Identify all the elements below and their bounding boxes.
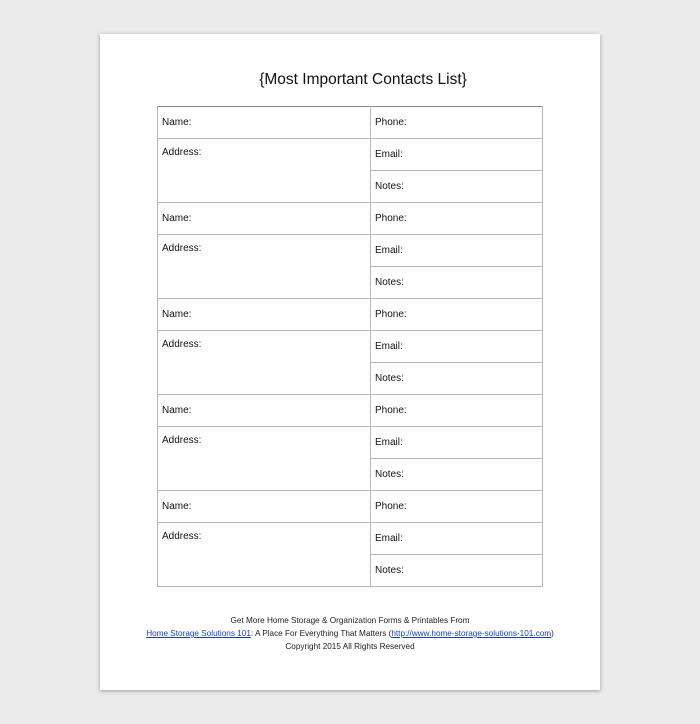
phone-label: Phone: (375, 213, 407, 224)
name-field[interactable] (158, 299, 371, 331)
site-url-link[interactable]: http://www.home-storage-solutions-101.com (391, 629, 552, 638)
name-label: Name: (162, 213, 192, 224)
name-field[interactable] (158, 491, 371, 523)
name-label: Name: (162, 117, 192, 128)
notes-field[interactable] (371, 267, 543, 299)
phone-label: Phone: (375, 309, 407, 320)
contact-row-2-name (158, 203, 543, 235)
phone-label: Phone: (375, 501, 407, 512)
email-label: Email: (375, 341, 403, 352)
address-label: Address: (162, 435, 202, 446)
email-label: Email: (375, 149, 403, 160)
phone-field[interactable] (371, 299, 543, 331)
phone-field[interactable] (371, 107, 543, 139)
address-field[interactable] (158, 235, 371, 299)
notes-label: Notes: (375, 277, 404, 288)
contact-row-5-address (158, 523, 543, 555)
email-label: Email: (375, 437, 403, 448)
email-field[interactable] (371, 235, 543, 267)
address-label: Address: (162, 147, 202, 158)
name-field[interactable] (158, 395, 371, 427)
email-field[interactable] (371, 523, 543, 555)
tagline-text: : A Place For Everything That Matters ( (250, 629, 392, 638)
tagline-close: ) (551, 629, 554, 638)
address-label: Address: (162, 531, 202, 542)
email-field[interactable] (371, 139, 543, 171)
phone-field[interactable] (371, 203, 543, 235)
phone-label: Phone: (375, 405, 407, 416)
email-field[interactable] (371, 427, 543, 459)
name-label: Name: (162, 405, 192, 416)
email-label: Email: (375, 245, 403, 256)
phone-field[interactable] (371, 491, 543, 523)
footer-line-2 (100, 627, 600, 640)
page-footer (100, 614, 600, 653)
address-field[interactable] (158, 427, 371, 491)
email-field[interactable] (371, 331, 543, 363)
notes-field[interactable] (371, 459, 543, 491)
notes-field[interactable] (371, 555, 543, 587)
contact-row-4-address (158, 427, 543, 459)
contacts-table (157, 106, 543, 587)
phone-label: Phone: (375, 117, 407, 128)
contact-row-3-address (158, 331, 543, 363)
notes-label: Notes: (375, 469, 404, 480)
phone-field[interactable] (371, 395, 543, 427)
name-label: Name: (162, 501, 192, 512)
name-field[interactable] (158, 203, 371, 235)
notes-label: Notes: (375, 373, 404, 384)
address-field[interactable] (158, 139, 371, 203)
address-label: Address: (162, 243, 202, 254)
contact-row-1-name (158, 107, 543, 139)
address-field[interactable] (158, 331, 371, 395)
contact-row-3-name (158, 299, 543, 331)
contact-row-1-address (158, 139, 543, 171)
notes-label: Notes: (375, 565, 404, 576)
contact-row-5-name (158, 491, 543, 523)
site-name-link[interactable]: Home Storage Solutions 101 (146, 629, 251, 638)
page-title: {Most Important Contacts List} (259, 71, 467, 88)
document-page (100, 34, 600, 690)
address-label: Address: (162, 339, 202, 350)
notes-field[interactable] (371, 363, 543, 395)
notes-field[interactable] (371, 171, 543, 203)
copyright-text: Copyright 2015 All Rights Reserved (285, 642, 415, 651)
name-label: Name: (162, 309, 192, 320)
address-field[interactable] (158, 523, 371, 587)
notes-label: Notes: (375, 181, 404, 192)
contact-row-4-name (158, 395, 543, 427)
footer-line-1: Get More Home Storage & Organization Forms & Printables From (230, 616, 470, 625)
name-field[interactable] (158, 107, 371, 139)
email-label: Email: (375, 533, 403, 544)
contact-row-2-address (158, 235, 543, 267)
